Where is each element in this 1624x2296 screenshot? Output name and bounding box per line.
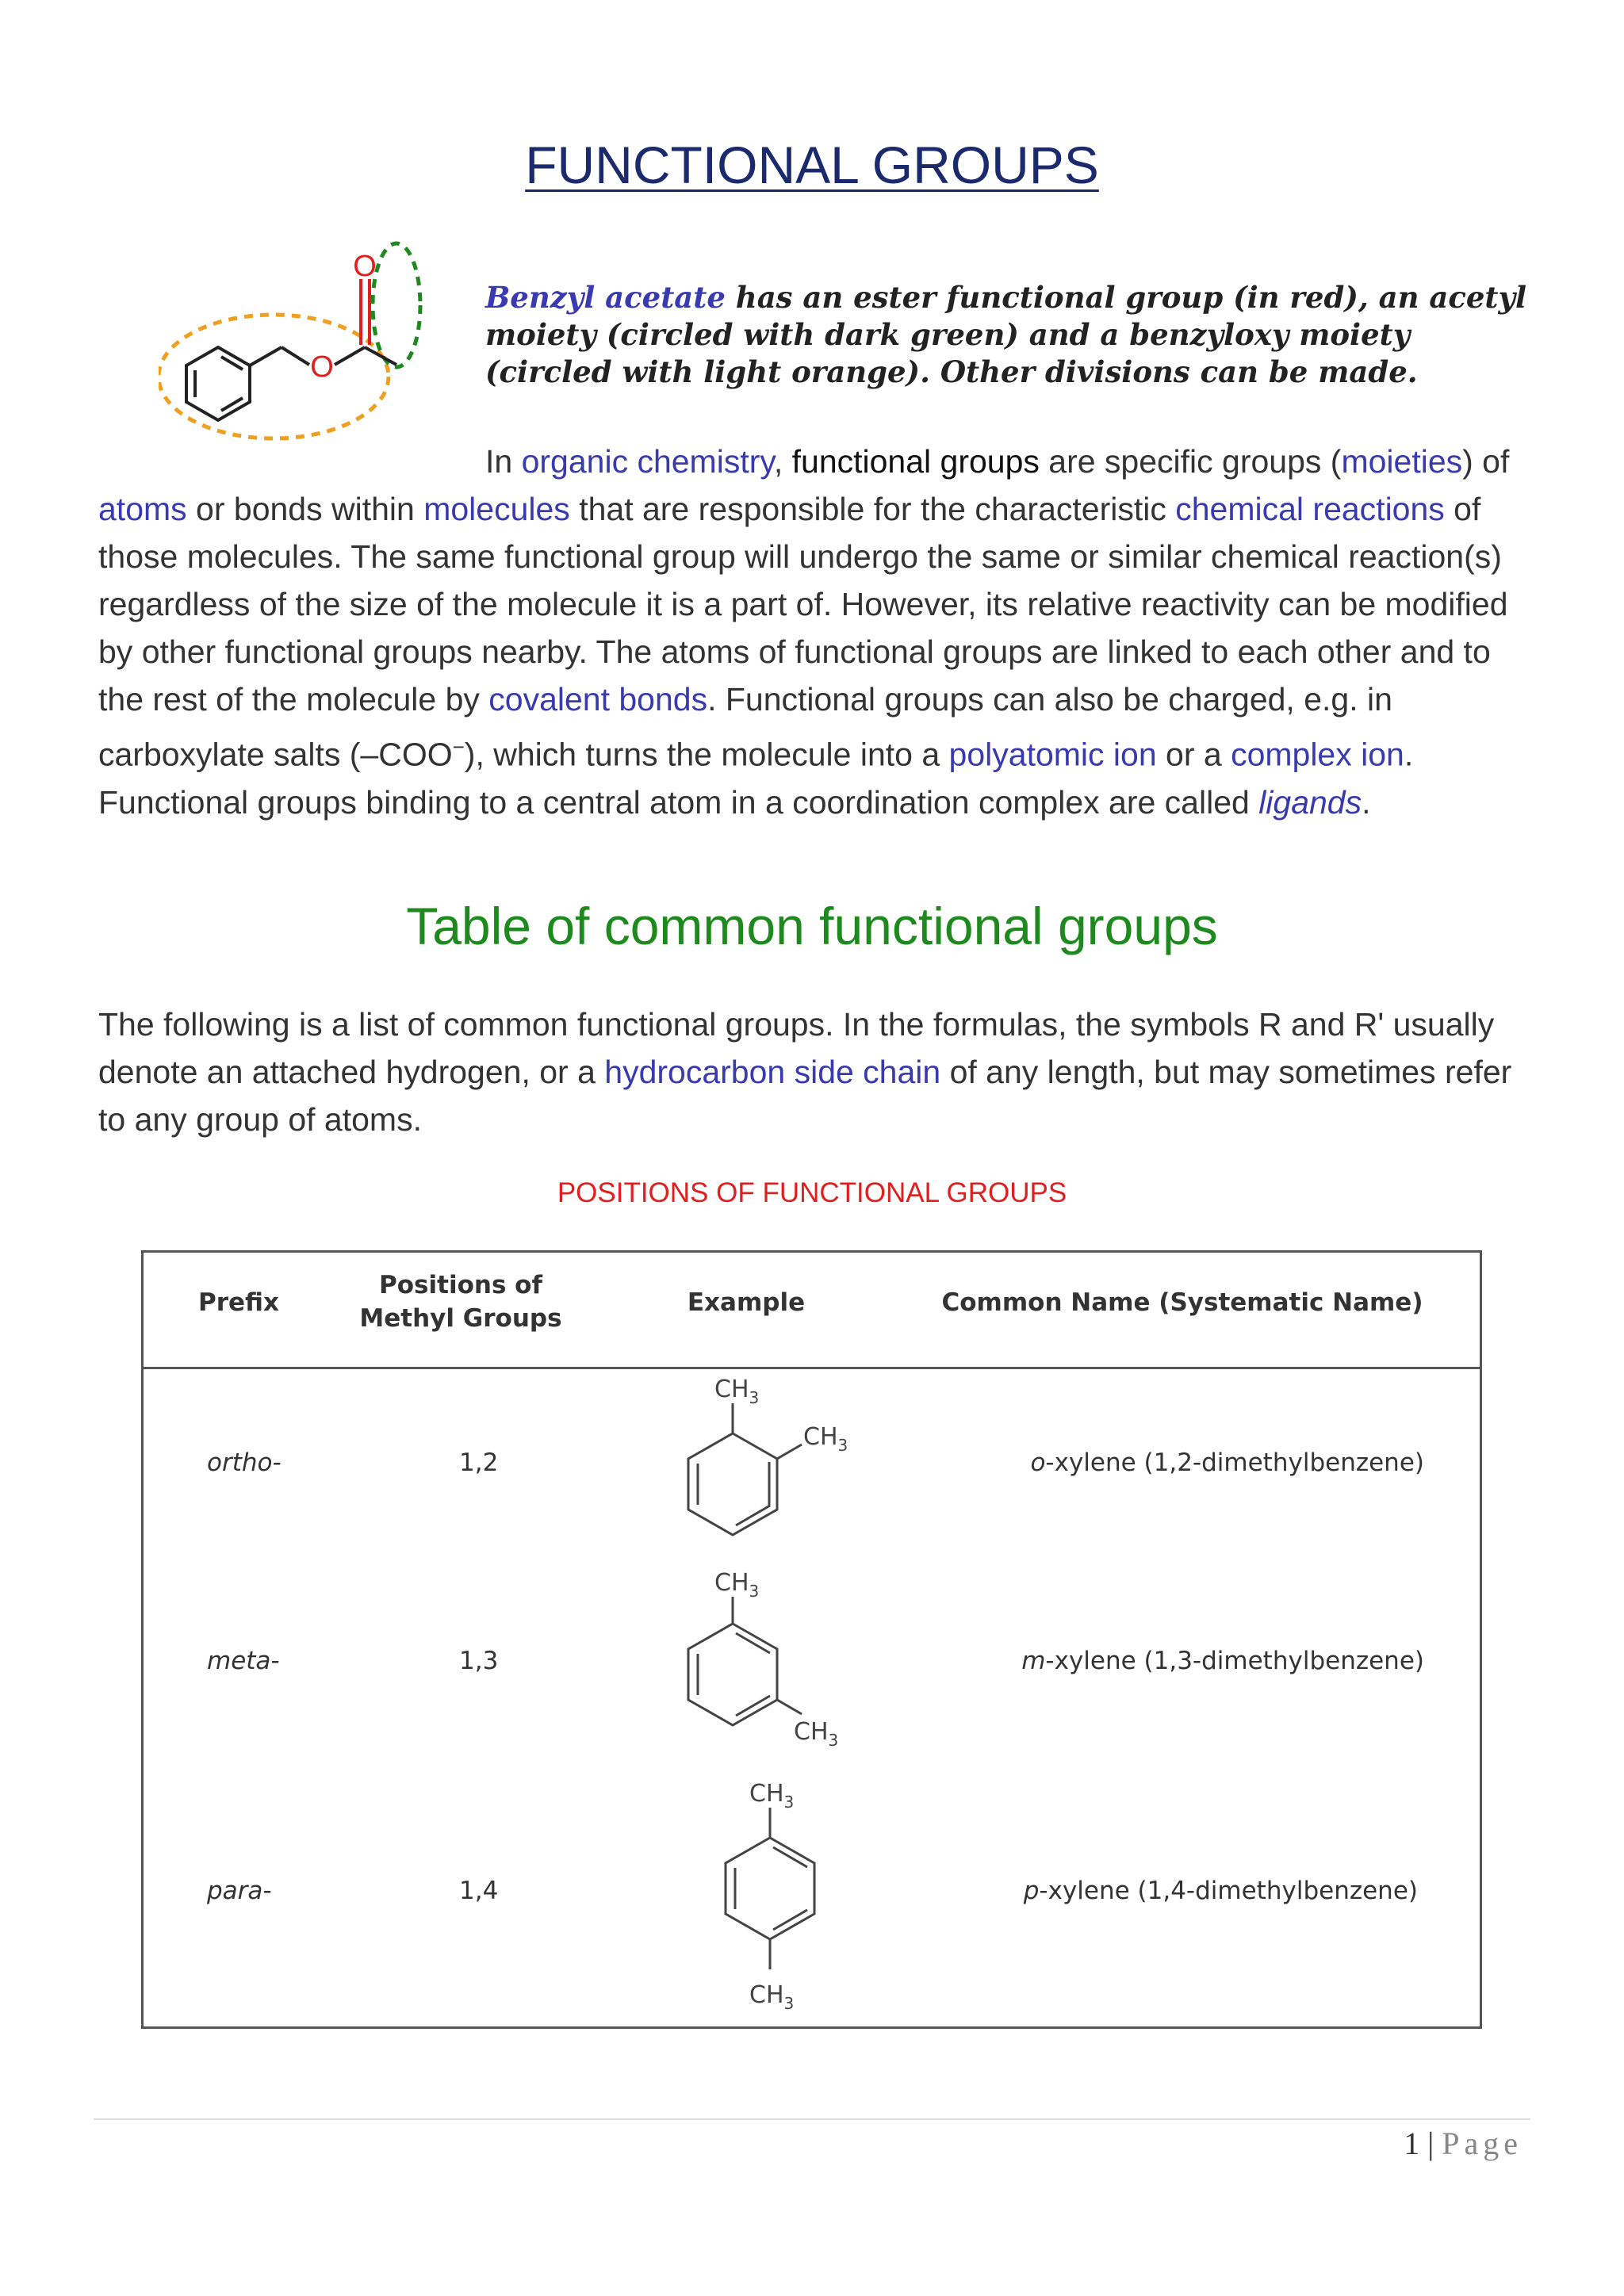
text-run: ), which turns the molecule into a bbox=[464, 736, 949, 773]
section-heading: Table of common functional groups bbox=[406, 897, 1218, 955]
header-divider bbox=[144, 1367, 1480, 1369]
page-title: FUNCTIONAL GROUPS bbox=[525, 136, 1099, 194]
text-run: are specific groups ( bbox=[1039, 443, 1342, 480]
svg-text:CH3 bbox=[749, 1780, 794, 1812]
svg-text:CH3 bbox=[803, 1423, 848, 1455]
row-para-name-prefix: p bbox=[1023, 1877, 1040, 1905]
page-footer bbox=[1269, 2125, 1522, 2162]
text-run: of any length, but may sometimes refer to any group of atoms. bbox=[98, 1054, 1512, 1138]
methyl-sub: 3 bbox=[828, 1731, 839, 1750]
hydrocarbon-side-chain-link[interactable]: hydrocarbon side chain bbox=[604, 1054, 941, 1090]
atoms-link[interactable]: atoms bbox=[98, 491, 187, 527]
row-ortho-positions: 1,2 bbox=[459, 1448, 499, 1477]
methyl-sub: 3 bbox=[749, 1582, 760, 1601]
methyl-sub: 3 bbox=[783, 1994, 795, 2013]
benzyloxy-circle bbox=[159, 315, 389, 438]
polyatomic-ion-link[interactable]: polyatomic ion bbox=[948, 736, 1157, 773]
moieties-link[interactable]: moieties bbox=[1341, 443, 1463, 480]
caption-text: has an ester functional group (in red), an acetyl moiety (circled with dark green) and a benzyloxy moiety (circled with light orange). Other divisions can be made. bbox=[485, 280, 1527, 389]
benzyl-acetate-link[interactable]: Benzyl acetate bbox=[485, 280, 726, 315]
svg-text:CH3 bbox=[749, 1981, 794, 2013]
row-meta-positions: 1,3 bbox=[459, 1647, 499, 1675]
text-run: or a bbox=[1156, 736, 1231, 773]
header-prefix: Prefix bbox=[197, 1288, 279, 1317]
svg-text:CH3 bbox=[714, 1569, 759, 1601]
methyl-label: CH bbox=[749, 1981, 784, 2009]
row-ortho-prefix: ortho- bbox=[207, 1448, 282, 1477]
positions-caption: POSITIONS OF FUNCTIONAL GROUPS bbox=[557, 1177, 1067, 1208]
text-run: or bonds within bbox=[186, 491, 424, 527]
svg-text:CH3 bbox=[794, 1718, 838, 1750]
methyl-label: CH bbox=[714, 1376, 749, 1403]
acetyl-circle bbox=[373, 243, 420, 367]
header-positions-line1: Positions of bbox=[379, 1271, 542, 1299]
page-number: 1 bbox=[1404, 2126, 1420, 2161]
text-run: . bbox=[1362, 783, 1371, 821]
covalent-bonds-link[interactable]: covalent bonds bbox=[488, 681, 708, 718]
row-ortho-name-prefix: o bbox=[1030, 1448, 1046, 1477]
text-run: ) of bbox=[1462, 443, 1510, 480]
carbonyl-oxygen-label: O bbox=[353, 250, 377, 283]
page-label: Page bbox=[1442, 2126, 1522, 2161]
header-positions bbox=[342, 1269, 580, 1335]
methyl-label: CH bbox=[803, 1423, 838, 1451]
row-para-name-rest: -xylene (1,4-dimethylbenzene) bbox=[1039, 1877, 1418, 1905]
row-para-name bbox=[1024, 1877, 1418, 1905]
ligands-link[interactable]: ligands bbox=[1258, 783, 1362, 821]
row-meta-prefix: meta- bbox=[207, 1647, 280, 1675]
methyl-sub: 3 bbox=[783, 1793, 795, 1812]
row-para-positions: 1,4 bbox=[459, 1877, 499, 1905]
text-run: In bbox=[485, 443, 522, 480]
methyl-label: CH bbox=[714, 1569, 749, 1597]
methyl-sub: 3 bbox=[837, 1436, 848, 1455]
header-common-name: Common Name (Systematic Name) bbox=[941, 1288, 1423, 1317]
charge-superscript: − bbox=[452, 735, 465, 759]
para-xylene-structure bbox=[667, 1774, 873, 2028]
text-run: , bbox=[773, 443, 792, 480]
molecules-link[interactable]: molecules bbox=[423, 491, 570, 527]
benzyl-acetate-structure bbox=[159, 238, 476, 452]
footer-divider bbox=[94, 2118, 1530, 2120]
text-run: of those molecules. The same functional group will undergo the same or similar chemical reaction(s) regardless of the size of the molecule it is a part of. However, its relative reactivity can be modified by other functional groups nearby. The atoms of functional groups are linked to each other and to the rest of the molecule by bbox=[98, 491, 1508, 718]
svg-text:CH3 bbox=[714, 1376, 759, 1407]
row-meta-name-prefix: m bbox=[1021, 1647, 1046, 1675]
row-ortho-name bbox=[1030, 1448, 1424, 1477]
functional-groups-term: functional groups bbox=[791, 443, 1040, 480]
header-positions-line2: Methyl Groups bbox=[359, 1304, 562, 1333]
positions-table bbox=[141, 1250, 1482, 2029]
row-ortho-name-rest: -xylene (1,2-dimethylbenzene) bbox=[1045, 1448, 1424, 1477]
methyl-label: CH bbox=[794, 1718, 829, 1746]
text-run: . Functional groups binding to a central atom in a coordination complex are called bbox=[98, 736, 1414, 821]
methyl-sub: 3 bbox=[749, 1388, 760, 1407]
text-run: that are responsible for the characteristic bbox=[569, 491, 1176, 527]
organic-chemistry-link[interactable]: organic chemistry bbox=[521, 443, 774, 480]
text-run: . Functional groups can also be charged, e.g. in carboxylate salts (–COO bbox=[98, 681, 1392, 773]
row-meta-name bbox=[1021, 1647, 1424, 1675]
methyl-label: CH bbox=[749, 1780, 784, 1808]
header-example: Example bbox=[687, 1288, 806, 1317]
figure-caption bbox=[485, 279, 1540, 391]
intro-paragraph bbox=[98, 438, 1526, 826]
row-meta-name-rest: -xylene (1,3-dimethylbenzene) bbox=[1045, 1647, 1424, 1675]
complex-ion-link[interactable]: complex ion bbox=[1231, 736, 1404, 773]
list-intro-paragraph bbox=[98, 1001, 1526, 1143]
footer-separator: | bbox=[1419, 2126, 1442, 2161]
meta-xylene-structure bbox=[651, 1568, 857, 1758]
chemical-reactions-link[interactable]: chemical reactions bbox=[1175, 491, 1445, 527]
ortho-xylene-structure bbox=[651, 1372, 857, 1562]
row-para-prefix: para- bbox=[207, 1877, 272, 1905]
text-run: The following is a list of common functional groups. In the formulas, the symbols R and R' usually denote an attached hydrogen, or a bbox=[98, 1006, 1495, 1090]
ester-oxygen-label: O bbox=[310, 350, 334, 384]
